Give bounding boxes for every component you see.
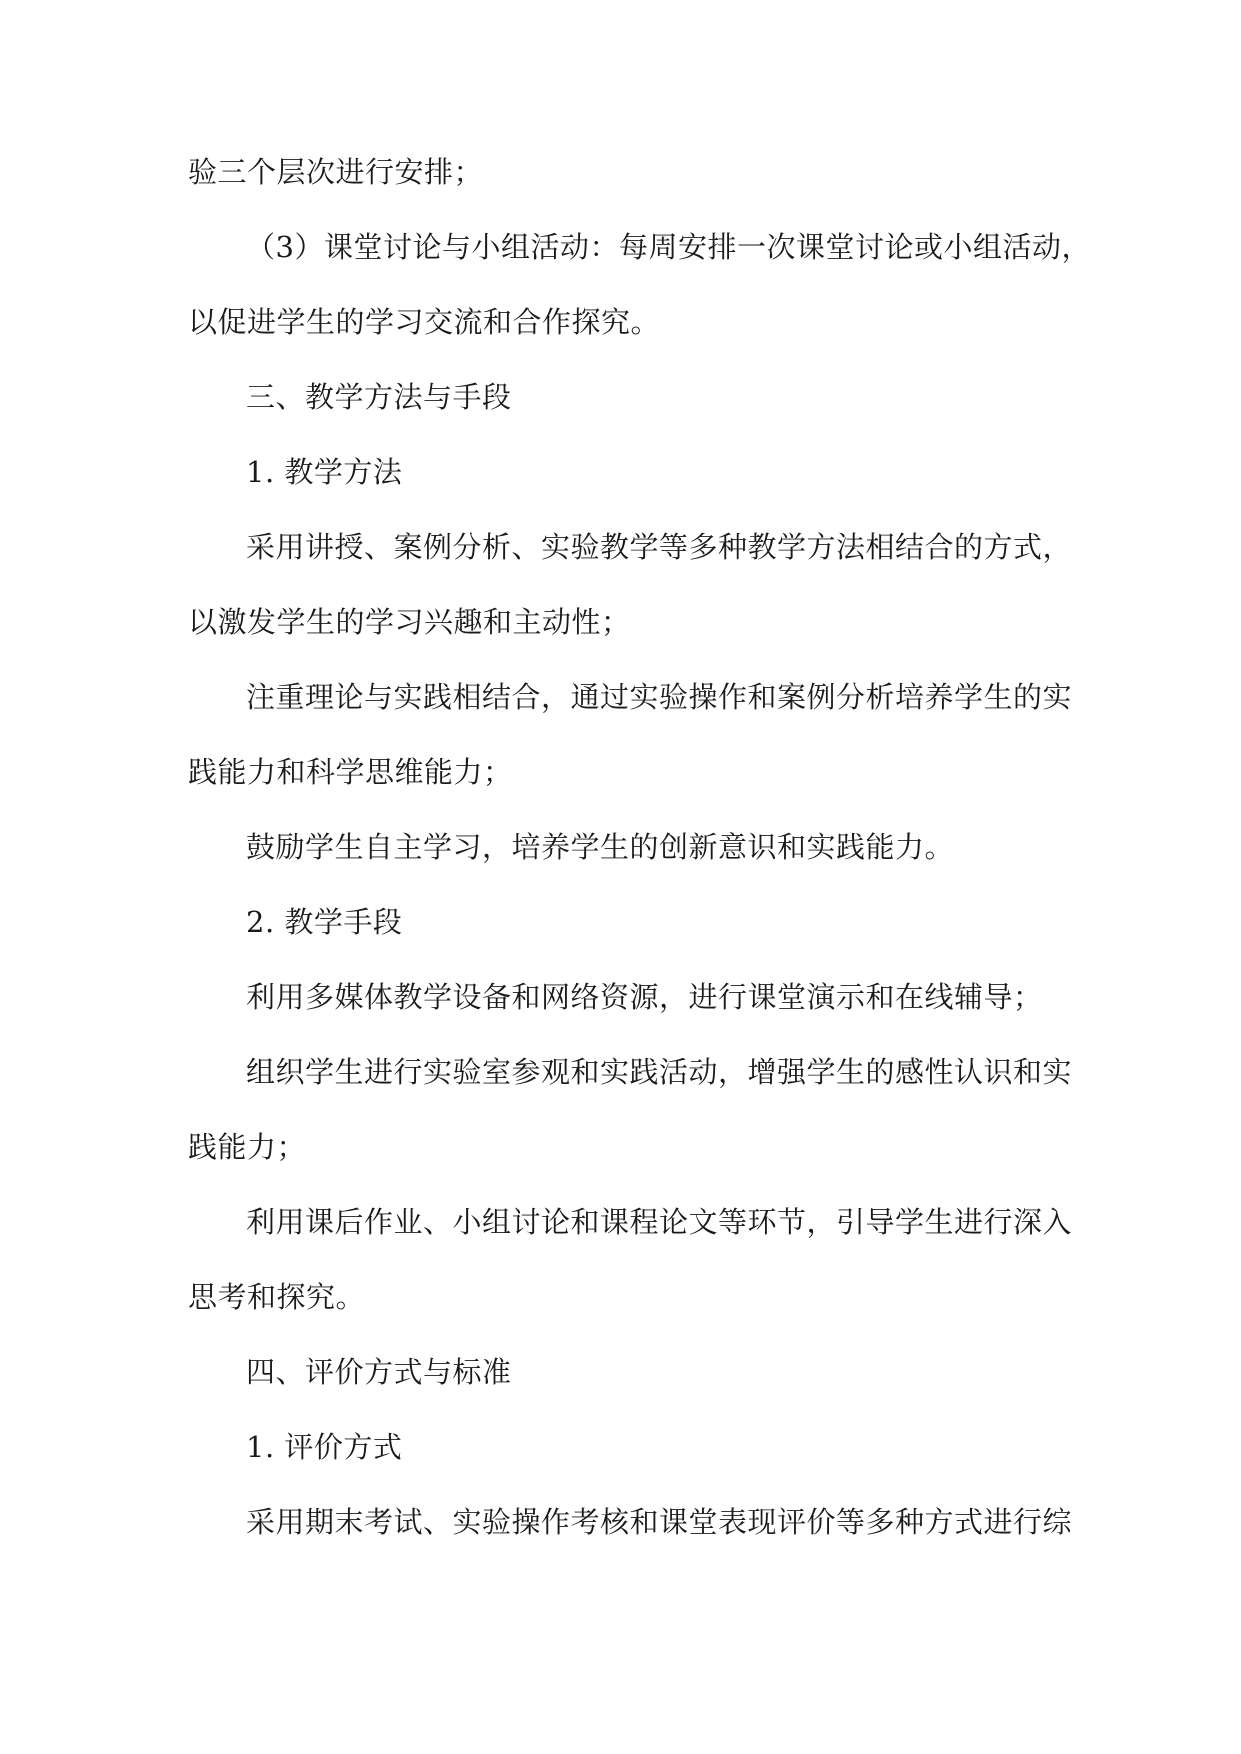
- paragraph-line: （3）课堂讨论与小组活动：每周安排一次课堂讨论或小组活动，: [246, 230, 1091, 264]
- paragraph-line: 践能力；: [188, 1130, 307, 1164]
- paragraph-line: 采用期末考试、实验操作考核和课堂表现评价等多种方式进行综: [246, 1505, 1073, 1539]
- paragraph-line: 利用课后作业、小组讨论和课程论文等环节，引导学生进行深入: [246, 1205, 1073, 1239]
- paragraph-line: 采用讲授、案例分析、实验教学等多种教学方法相结合的方式，: [246, 530, 1073, 564]
- paragraph-line: 注重理论与实践相结合，通过实验操作和案例分析培养学生的实: [246, 680, 1073, 714]
- subsection-heading: 1. 评价方式: [246, 1430, 403, 1464]
- paragraph-line: 验三个层次进行安排；: [188, 155, 484, 189]
- section-heading: 四、评价方式与标准: [246, 1355, 512, 1389]
- subsection-heading: 2. 教学手段: [246, 905, 403, 939]
- paragraph-line: 践能力和科学思维能力；: [188, 755, 513, 789]
- paragraph-line: 以激发学生的学习兴趣和主动性；: [188, 605, 631, 639]
- section-heading: 三、教学方法与手段: [246, 380, 512, 414]
- paragraph-line: 思考和探究。: [188, 1280, 366, 1314]
- paragraph-line: 鼓励学生自主学习，培养学生的创新意识和实践能力。: [246, 830, 955, 864]
- paragraph-line: 组织学生进行实验室参观和实践活动，增强学生的感性认识和实: [246, 1055, 1073, 1089]
- paragraph-line: 以促进学生的学习交流和合作探究。: [188, 305, 661, 339]
- subsection-heading: 1. 教学方法: [246, 455, 403, 489]
- paragraph-line: 利用多媒体教学设备和网络资源，进行课堂演示和在线辅导；: [246, 980, 1043, 1014]
